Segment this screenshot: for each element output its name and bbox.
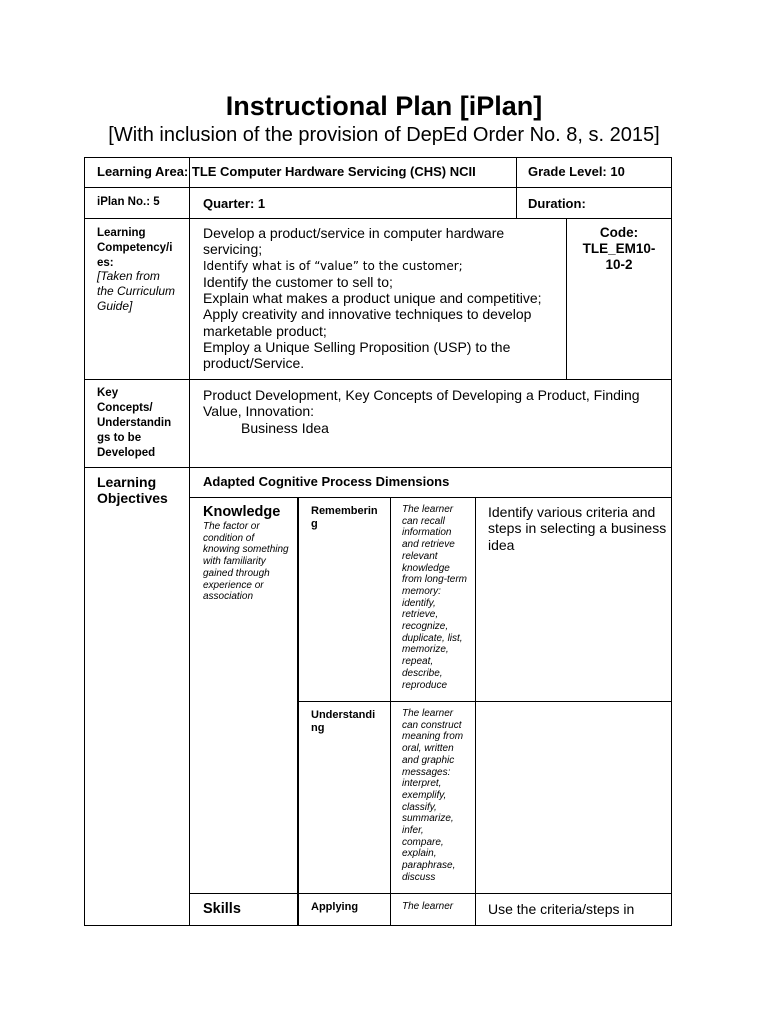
col-divider (516, 157, 517, 219)
row-divider (84, 379, 672, 380)
code-line: 10-2 (605, 257, 633, 272)
cognitive-dimensions-heading: Adapted Cognitive Process Dimensions (203, 474, 450, 489)
desc-line: interpret, (402, 778, 442, 790)
understanding-level (311, 709, 375, 735)
desc-line: meaning from (402, 731, 464, 743)
desc-line: gained through (203, 567, 270, 579)
desc-line: with familiarity (203, 556, 266, 568)
label-line: Developed (97, 447, 156, 459)
desc-line: knowing something (203, 544, 289, 556)
competency-line: Explain what makes a product unique and competitive; (203, 290, 542, 307)
applying-description: The learner (402, 901, 454, 912)
key-concepts-text (203, 387, 668, 436)
level-line: ng (311, 722, 325, 734)
desc-line: can construct (402, 719, 462, 731)
note-line: Guide] (97, 299, 133, 313)
desc-line: The factor or (203, 521, 260, 532)
key-concepts-label (97, 386, 171, 461)
col-divider (297, 497, 299, 926)
label-line: es: (97, 257, 114, 269)
label-line: Objectives (97, 490, 168, 506)
desc-line: explain, (402, 848, 437, 860)
desc-line: classify, (402, 801, 437, 813)
competency-line: marketable product; (203, 322, 327, 339)
desc-line: compare, (402, 836, 444, 848)
concept-line: Business Idea (241, 419, 329, 436)
desc-line: repeat, (402, 656, 434, 668)
objectives-label (97, 474, 168, 506)
desc-line: association (203, 591, 254, 603)
desc-line: memory: (402, 585, 441, 597)
desc-line: retrieve, (402, 609, 439, 621)
knowledge-title: Knowledge (203, 504, 281, 520)
remembering-level (311, 505, 378, 531)
label-line: Understandin (97, 417, 172, 429)
remembering-description (402, 504, 474, 691)
desc-line: and graphic (402, 754, 455, 766)
page-subtitle: [With inclusion of the provision of DepEd Order No. 8, s. 2015] (108, 124, 660, 146)
desc-line: describe, (402, 667, 443, 679)
row-divider (84, 218, 672, 219)
applying-objective: Use the criteria/steps in (488, 901, 635, 917)
label-line: Learning (97, 474, 157, 490)
desc-line: discuss (402, 871, 436, 883)
competency-line: servicing; (203, 241, 263, 258)
col-divider (475, 497, 476, 926)
row-divider (298, 701, 672, 702)
desc-line: can recall (402, 515, 445, 527)
desc-line: oral, written (402, 743, 454, 755)
label-line: Concepts/ (97, 402, 153, 414)
objective-line: idea (488, 536, 515, 553)
level-line: Rememberin (311, 505, 378, 517)
note-line: [Taken from (97, 269, 160, 283)
label-line: gs to be (97, 432, 142, 444)
competency-line: Apply creativity and innovative techniques to develop (203, 306, 532, 323)
table-border-bottom (84, 925, 672, 926)
table-border-left (84, 157, 85, 926)
row-divider (84, 467, 672, 468)
competency-code (567, 225, 671, 273)
quarter: Quarter: 1 (203, 196, 266, 211)
desc-line: reproduce (402, 679, 448, 691)
competency-line: Employ a Unique Selling Proposition (USP) to the (203, 339, 511, 356)
iplan-number: iPlan No.: 5 (97, 196, 160, 208)
col-divider (189, 157, 190, 926)
row-divider (84, 187, 672, 188)
label-line: Competency/i (97, 242, 173, 254)
level-line: g (311, 518, 318, 530)
desc-line: messages: (402, 766, 451, 778)
desc-line: exemplify, (402, 789, 447, 801)
table-border-top (84, 157, 672, 158)
desc-line: summarize, (402, 813, 454, 825)
label-line: Key (97, 387, 119, 399)
desc-line: recognize, (402, 621, 449, 633)
desc-line: duplicate, list, (402, 632, 463, 644)
desc-line: The learner (402, 708, 454, 719)
desc-line: relevant (402, 550, 438, 562)
learning-area: Learning Area: TLE Computer Hardware Servicing (CHS) NCII (97, 164, 476, 179)
desc-line: paraphrase, (402, 860, 456, 872)
concept-line: Product Development, Key Concepts of Developing a Product, Finding (203, 387, 640, 403)
col-divider (390, 497, 391, 926)
desc-line: information (402, 527, 452, 539)
knowledge-description (203, 521, 295, 603)
understanding-description (402, 708, 474, 884)
desc-line: memorize, (402, 644, 449, 656)
competency-label (97, 226, 172, 271)
desc-line: infer, (402, 825, 424, 837)
remembering-objective (488, 504, 670, 553)
desc-line: and retrieve (402, 539, 455, 551)
label-line: Learning (97, 227, 146, 239)
code-line: TLE_EM10- (582, 241, 656, 256)
row-divider (189, 497, 672, 498)
grade-level: Grade Level: 10 (528, 164, 625, 179)
concept-line: Value, Innovation: (203, 403, 315, 420)
desc-line: The learner (402, 504, 454, 515)
desc-line: identify, (402, 597, 436, 609)
row-divider (189, 893, 672, 894)
competency-list (203, 225, 563, 372)
note-line: the Curriculum (97, 284, 176, 298)
desc-line: knowledge (402, 562, 450, 574)
desc-line: from long-term (402, 574, 468, 586)
competency-note (97, 269, 175, 314)
competency-line: Identify the customer to sell to; (203, 273, 393, 290)
code-line: Code: (599, 225, 639, 240)
skills-title: Skills (203, 901, 241, 917)
page-title: Instructional Plan [iPlan] (225, 91, 543, 121)
competency-line: Identify what is of “value” to the customer; (203, 258, 463, 273)
desc-line: condition of (203, 532, 255, 544)
objective-line: Identify various criteria and (488, 504, 656, 520)
competency-line: Develop a product/service in computer hardware (203, 225, 505, 241)
competency-line: product/Service. (203, 355, 305, 372)
table-border-right (671, 157, 672, 926)
objective-line: steps in selecting a business (488, 520, 667, 537)
desc-line: experience or (203, 579, 264, 591)
level-line: Understandi (311, 709, 376, 721)
duration: Duration: (528, 196, 586, 211)
applying-level: Applying (311, 901, 359, 913)
